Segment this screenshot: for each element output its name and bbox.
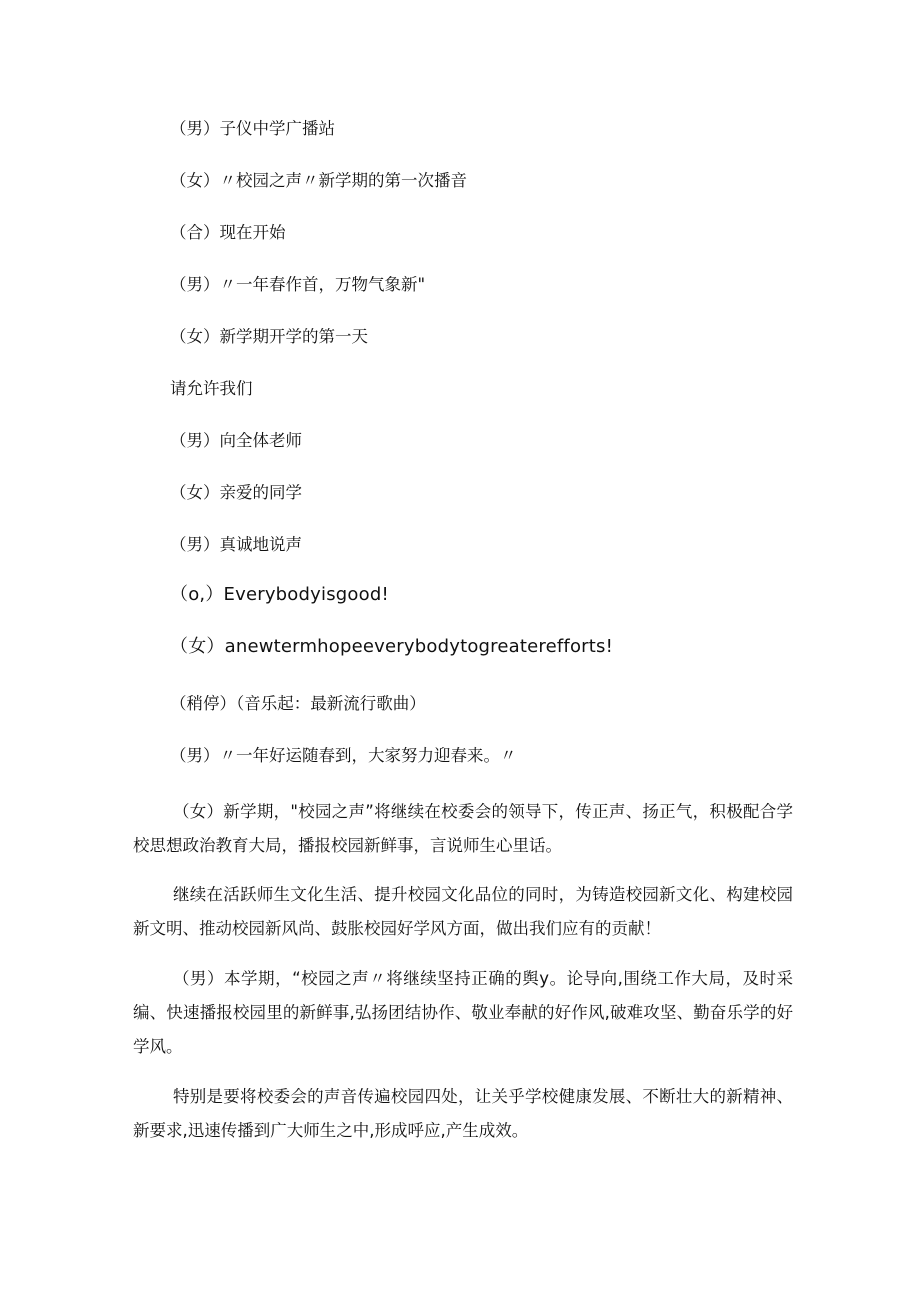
script-line-9: （男）真诚地说声 <box>170 535 302 554</box>
script-line-12: （稍停）（音乐起：最新流行歌曲） <box>170 694 426 713</box>
paragraph-1: （女）新学期，"校园之声”将继续在校委会的领导下，传正声、扬正气，积极配合学校思想政治教育大局，播报校园新鲜事，言说师生心里话。 <box>133 802 793 855</box>
script-line-2: （女）〃校园之声〃新学期的第一次播音 <box>170 171 467 190</box>
script-line-3: （合）现在开始 <box>170 223 286 242</box>
script-line-11: （女）anewtermhopeeverybodytogreaterefforts! <box>170 636 614 657</box>
script-line-7: （男）向全体老师 <box>170 431 302 450</box>
script-line-5: （女）新学期开学的第一天 <box>170 327 368 346</box>
script-line-1: （男）子仪中学广播站 <box>170 119 335 138</box>
script-line-4: （男）〃一年春作首，万物气象新" <box>170 275 426 294</box>
script-line-10: （o,）Everybodyisgood! <box>170 584 389 605</box>
paragraph-3: （男）本学期，“校园之声〃将继续坚持正确的舆y。论导向,围绕工作大局，及时采编、快速播报校园里的新鲜事,弘扬团结协作、敬业奉献的好作风,破难攻坚、勤奋乐学的好学风。 <box>133 969 793 1056</box>
paragraph-2: 继续在活跃师生文化生活、提升校园文化品位的同时，为铸造校园新文化、构建校园新文明、推动校园新风尚、鼓胀校园好学风方面，做出我们应有的贡献！ <box>133 885 793 938</box>
script-line-6: 请允许我们 <box>170 379 253 398</box>
script-line-8: （女）亲爱的同学 <box>170 483 302 502</box>
script-line-13: （男）〃一年好运随春到，大家努力迎春来。〃 <box>170 746 517 765</box>
paragraph-4: 特别是要将校委会的声音传遍校园四处，让关乎学校健康发展、不断壮大的新精神、新要求,迅速传播到广大师生之中,形成呼应,产生成效。 <box>133 1087 793 1140</box>
